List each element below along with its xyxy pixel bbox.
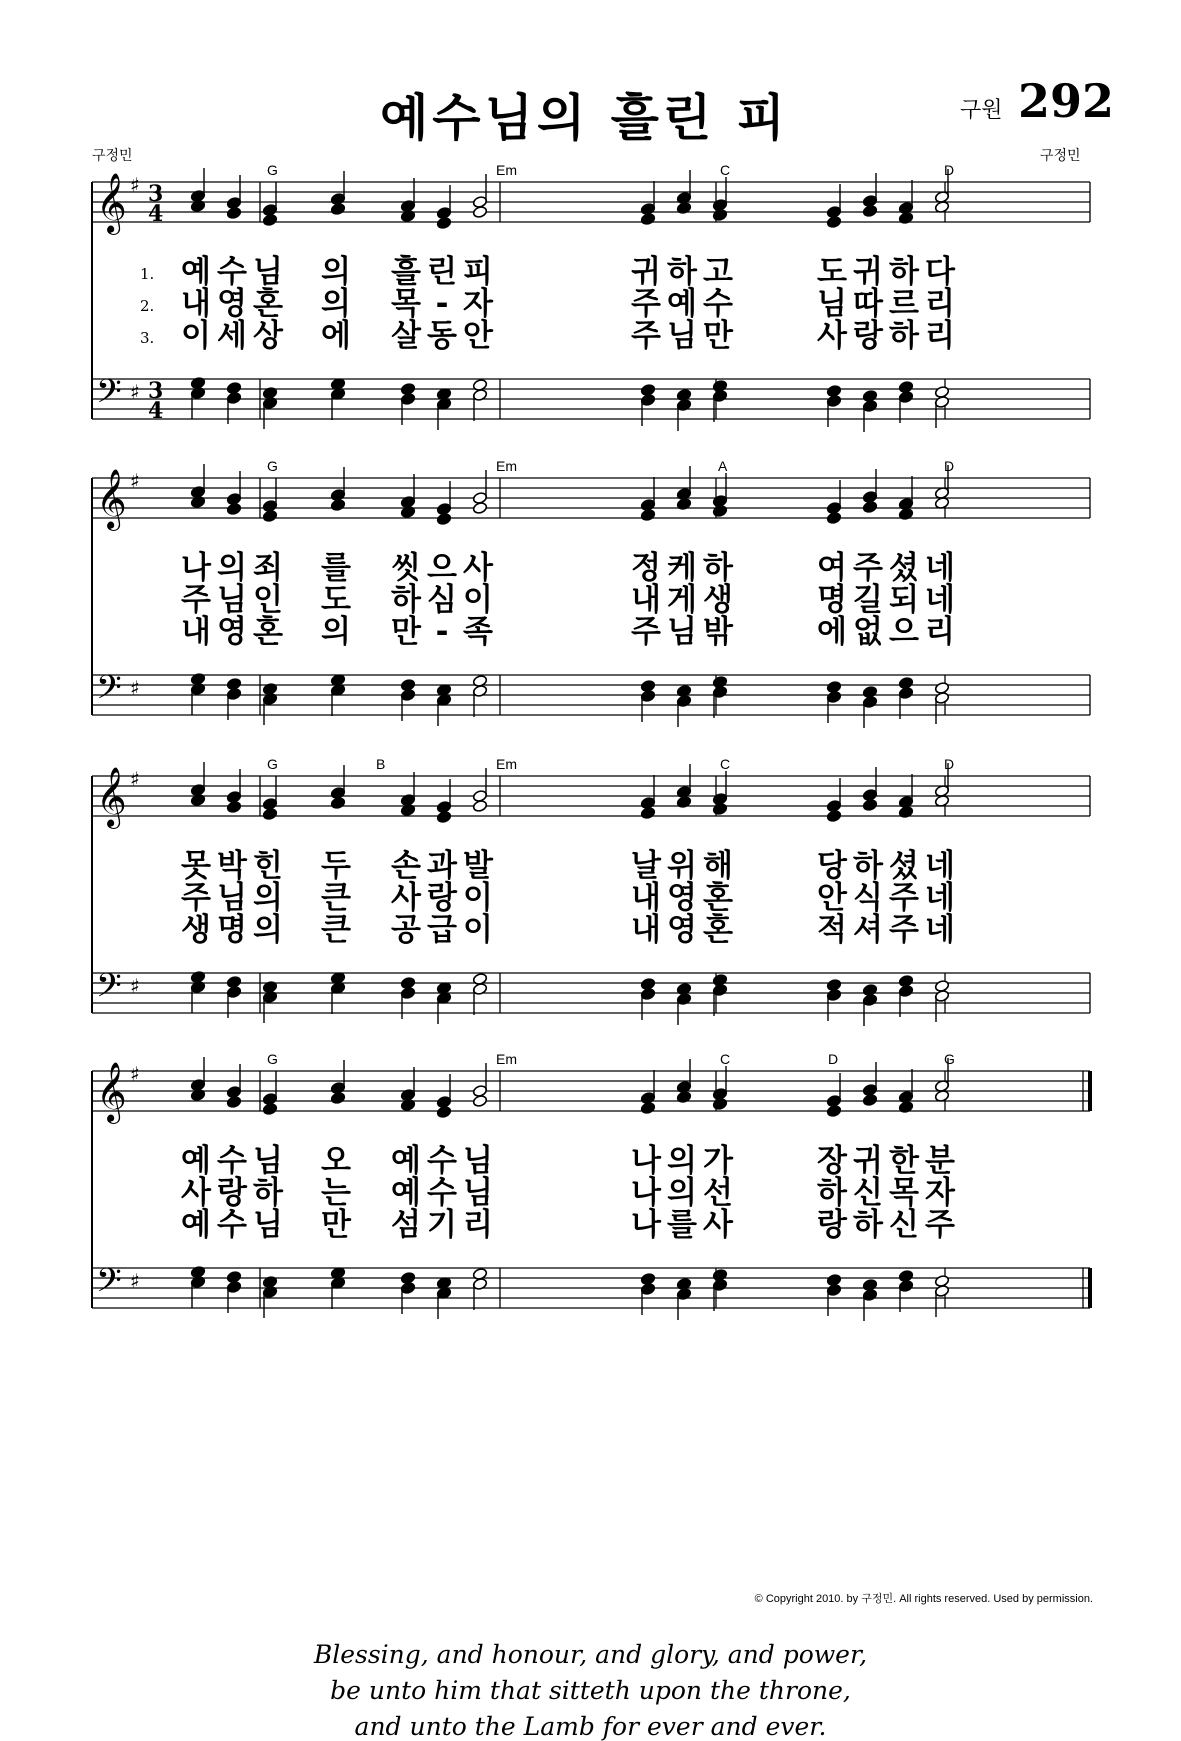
lyric-syllable: 님 xyxy=(463,1143,493,1179)
lyric-syllable: 밖 xyxy=(703,614,733,650)
lyric-syllable: 주 xyxy=(181,582,211,618)
treble-note xyxy=(226,206,241,219)
chord-symbol: B xyxy=(376,756,386,772)
chord-symbol: Em xyxy=(496,1051,517,1067)
lyric-syllable: 세 xyxy=(217,318,247,354)
lyric-syllable: 이 xyxy=(463,880,493,916)
lyric-syllable: 고 xyxy=(703,254,733,290)
lyric-syllable: 님 xyxy=(817,286,847,322)
treble-note xyxy=(472,205,487,218)
lyric-syllable: 의 xyxy=(667,1175,697,1211)
lyric-syllable: 하 xyxy=(667,254,697,290)
lyric-syllable: 안 xyxy=(463,318,493,354)
lyric-syllable: 명 xyxy=(217,912,247,948)
lyric-syllable: 이 xyxy=(181,318,211,354)
lyric-syllable: 되 xyxy=(889,582,919,618)
lyric-syllable: 목 xyxy=(391,286,421,322)
lyric-syllable: 흘 xyxy=(391,254,421,290)
lyric-syllable: 혼 xyxy=(703,912,733,948)
time-signature-bottom: 4 xyxy=(148,201,164,227)
treble-note xyxy=(712,504,727,517)
chord-symbol: C xyxy=(720,756,731,772)
lyric-syllable: 혼 xyxy=(253,286,283,322)
lyric-syllable: - xyxy=(435,614,449,650)
treble-note xyxy=(330,1091,345,1104)
lyric-syllable: 주 xyxy=(889,880,919,916)
lyric-syllable: 리 xyxy=(463,1207,493,1243)
lyric-syllable: 기 xyxy=(427,1207,457,1243)
lyric-syllable: 귀 xyxy=(853,254,883,290)
lyric-syllable: 혼 xyxy=(253,614,283,650)
time-signature-top: 3 xyxy=(148,181,164,207)
chord-symbol: G xyxy=(267,756,278,772)
lyric-syllable: 두 xyxy=(321,848,351,884)
lyric-syllable: 씻 xyxy=(391,550,421,586)
lyric-syllable: 날 xyxy=(631,848,661,884)
lyric-syllable: 자 xyxy=(463,286,493,322)
lyric-syllable: 하 xyxy=(253,1175,283,1211)
lyric-syllable: 동 xyxy=(427,318,457,354)
lyric-syllable: 내 xyxy=(631,582,661,618)
lyric-syllable: 위 xyxy=(667,848,697,884)
treble-note xyxy=(330,796,345,809)
lyric-syllable: 공 xyxy=(391,912,421,948)
lyric-syllable: 도 xyxy=(817,254,847,290)
treble-note xyxy=(826,511,841,524)
hymn-number: 292 xyxy=(1018,74,1115,128)
chord-symbol: D xyxy=(828,1051,839,1067)
lyric-syllable: 사 xyxy=(181,1175,211,1211)
lyric-syllable: 게 xyxy=(667,582,697,618)
lyric-syllable: 주 xyxy=(631,286,661,322)
treble-note xyxy=(472,1094,487,1107)
lyric-syllable: 박 xyxy=(217,848,247,884)
lyric-syllable: 귀 xyxy=(631,254,661,290)
lyric-syllable: 큰 xyxy=(321,912,351,948)
treble-note xyxy=(330,202,345,215)
chord-symbol: D xyxy=(944,756,955,772)
lyric-syllable: 발 xyxy=(463,848,493,884)
lyric-syllable: 하 xyxy=(889,254,919,290)
lyric-syllable: 적 xyxy=(817,912,847,948)
lyric-syllable: 주 xyxy=(631,318,661,354)
sharp-icon: ♯ xyxy=(130,1269,140,1293)
lyric-syllable: 님 xyxy=(253,1207,283,1243)
lyric-syllable: 의 xyxy=(253,912,283,948)
lyric-syllable: 네 xyxy=(925,912,955,948)
lyric-syllable: 가 xyxy=(703,1143,733,1179)
treble-note xyxy=(226,502,241,515)
chord-symbol: Em xyxy=(496,162,517,178)
lyric-syllable: 나 xyxy=(181,550,211,586)
chord-symbol: G xyxy=(267,458,278,474)
lyric-syllable: 심 xyxy=(427,582,457,618)
lyric-syllable: 영 xyxy=(217,286,247,322)
lyric-syllable: 주 xyxy=(925,1207,955,1243)
copyright-notice: © Copyright 2010. by 구정민. All rights reserved. Used by permission. xyxy=(754,1593,1093,1605)
lyric-syllable: 명 xyxy=(817,582,847,618)
lyric-syllable: 사 xyxy=(817,318,847,354)
lyric-syllable: 주 xyxy=(181,880,211,916)
lyric-syllable: 길 xyxy=(853,582,883,618)
lyric-syllable: 힌 xyxy=(253,848,283,884)
lyric-syllable: 예 xyxy=(391,1143,421,1179)
treble-note xyxy=(436,512,451,525)
treble-note xyxy=(712,208,727,221)
lyric-syllable: 생 xyxy=(703,582,733,618)
treble-note xyxy=(640,508,655,521)
lyric-syllable: 예 xyxy=(391,1175,421,1211)
lyric-syllable: 네 xyxy=(925,550,955,586)
treble-note xyxy=(640,1101,655,1114)
chord-symbol: Em xyxy=(496,458,517,474)
lyric-syllable: 님 xyxy=(253,1143,283,1179)
lyric-syllable: 셨 xyxy=(889,848,919,884)
lyric-syllable: 이 xyxy=(463,912,493,948)
lyric-syllable: 당 xyxy=(817,848,847,884)
lyric-syllable: 에 xyxy=(817,614,847,650)
lyric-syllable: 과 xyxy=(427,848,457,884)
sharp-icon: ♯ xyxy=(130,173,140,197)
sharp-icon: ♯ xyxy=(130,676,140,700)
lyric-syllable: 내 xyxy=(181,614,211,650)
lyric-syllable: 네 xyxy=(925,848,955,884)
verse-number: 1. xyxy=(140,265,155,283)
lyric-syllable: 님 xyxy=(667,614,697,650)
lyric-syllable: 하 xyxy=(853,848,883,884)
bass-clef-icon: 𝄢 xyxy=(96,669,122,715)
time-signature-bottom: 4 xyxy=(148,398,164,424)
lyric-syllable: 신 xyxy=(853,1175,883,1211)
chord-symbol: C xyxy=(720,1051,731,1067)
lyric-syllable: 리 xyxy=(925,614,955,650)
lyric-syllable: 내 xyxy=(631,880,661,916)
sharp-icon: ♯ xyxy=(130,974,140,998)
lyric-syllable: 안 xyxy=(817,880,847,916)
lyric-syllable: 선 xyxy=(703,1175,733,1211)
lyric-syllable: 만 xyxy=(703,318,733,354)
lyric-syllable: 사 xyxy=(391,880,421,916)
lyric-syllable: 인 xyxy=(253,582,283,618)
treble-note xyxy=(862,1093,877,1106)
verse-number: 3. xyxy=(140,329,155,347)
lyric-syllable: 내 xyxy=(181,286,211,322)
lyric-syllable: 이 xyxy=(463,582,493,618)
lyric-syllable: 다 xyxy=(925,254,955,290)
lyric-syllable: 큰 xyxy=(321,880,351,916)
lyric-syllable: 는 xyxy=(321,1175,351,1211)
lyric-syllable: 수 xyxy=(217,254,247,290)
lyric-syllable: 수 xyxy=(427,1175,457,1211)
treble-clef-icon: 𝄞 xyxy=(96,173,127,233)
sharp-icon: ♯ xyxy=(130,469,140,493)
treble-note xyxy=(640,806,655,819)
treble-note xyxy=(712,802,727,815)
lyric-syllable: 의 xyxy=(321,286,351,322)
lyric-syllable: 케 xyxy=(667,550,697,586)
lyric-syllable: 급 xyxy=(427,912,457,948)
hymn-category-label: 구원 xyxy=(960,98,1003,123)
lyric-syllable: 없 xyxy=(853,614,883,650)
lyric-syllable: 족 xyxy=(463,614,493,650)
treble-note xyxy=(472,501,487,514)
chord-symbol: A xyxy=(718,458,728,474)
lyric-syllable: 내 xyxy=(631,912,661,948)
lyric-syllable: 사 xyxy=(703,1207,733,1243)
lyric-syllable: 수 xyxy=(217,1143,247,1179)
lyric-syllable: 죄 xyxy=(253,550,283,586)
lyric-syllable: 못 xyxy=(181,848,211,884)
lyric-syllable: 정 xyxy=(631,550,661,586)
treble-clef-icon: 𝄞 xyxy=(96,469,127,529)
lyric-syllable: 님 xyxy=(217,880,247,916)
sharp-icon: ♯ xyxy=(130,1062,140,1086)
lyric-syllable: 랑 xyxy=(853,318,883,354)
treble-note xyxy=(436,810,451,823)
lyric-syllable: 님 xyxy=(667,318,697,354)
lyric-syllable: 장 xyxy=(817,1143,847,1179)
lyric-syllable: 영 xyxy=(667,880,697,916)
treble-note xyxy=(262,509,277,522)
lyric-syllable: 살 xyxy=(391,318,421,354)
lyric-syllable: 를 xyxy=(321,550,351,586)
lyric-syllable: - xyxy=(435,286,449,322)
treble-clef-icon: 𝄞 xyxy=(96,767,127,827)
lyricist-credit: 구정민 xyxy=(92,148,133,164)
lyric-syllable: 생 xyxy=(181,912,211,948)
lyric-syllable: 나 xyxy=(631,1143,661,1179)
lyric-syllable: 오 xyxy=(321,1143,351,1179)
lyric-syllable: 예 xyxy=(181,254,211,290)
lyric-syllable: 의 xyxy=(321,254,351,290)
lyric-syllable: 님 xyxy=(463,1175,493,1211)
time-signature-top: 3 xyxy=(148,378,164,404)
bass-clef-icon: 𝄢 xyxy=(96,1262,122,1308)
lyric-syllable: 리 xyxy=(925,286,955,322)
lyric-syllable: 님 xyxy=(217,582,247,618)
composer-credit: 구정민 xyxy=(1040,148,1081,164)
lyric-syllable: 린 xyxy=(427,254,457,290)
lyric-syllable: 랑 xyxy=(217,1175,247,1211)
treble-note xyxy=(436,216,451,229)
chord-symbol: D xyxy=(944,458,955,474)
lyric-syllable: 식 xyxy=(853,880,883,916)
treble-note xyxy=(226,800,241,813)
lyric-syllable: 영 xyxy=(667,912,697,948)
lyric-syllable: 의 xyxy=(217,550,247,586)
lyric-syllable: 만 xyxy=(321,1207,351,1243)
lyric-syllable: 사 xyxy=(463,550,493,586)
quote-line-1: Blessing, and honour, and glory, and power, xyxy=(313,1640,868,1669)
chord-symbol: D xyxy=(944,162,955,178)
lyric-syllable: 나 xyxy=(631,1175,661,1211)
chord-symbol: C xyxy=(720,162,731,178)
treble-note xyxy=(262,1102,277,1115)
treble-note xyxy=(826,809,841,822)
lyric-syllable: 만 xyxy=(391,614,421,650)
treble-note xyxy=(640,212,655,225)
lyric-syllable: 랑 xyxy=(817,1207,847,1243)
lyric-syllable: 의 xyxy=(667,1143,697,1179)
lyric-syllable: 하 xyxy=(391,582,421,618)
lyric-syllable: 주 xyxy=(631,614,661,650)
treble-note xyxy=(262,807,277,820)
lyric-syllable: 주 xyxy=(889,912,919,948)
lyric-syllable: 섬 xyxy=(391,1207,421,1243)
lyric-syllable: 신 xyxy=(889,1207,919,1243)
lyric-syllable: 상 xyxy=(253,318,283,354)
treble-note xyxy=(862,500,877,513)
lyric-syllable: 여 xyxy=(817,550,847,586)
lyric-syllable: 도 xyxy=(321,582,351,618)
lyric-syllable: 으 xyxy=(427,550,457,586)
lyric-syllable: 리 xyxy=(925,318,955,354)
chord-symbol: G xyxy=(267,162,278,178)
treble-note xyxy=(262,213,277,226)
hymn-title: 예수님의 흘린 피 xyxy=(380,89,789,147)
lyric-syllable: 예 xyxy=(181,1143,211,1179)
treble-note xyxy=(826,215,841,228)
lyric-syllable: 수 xyxy=(703,286,733,322)
lyric-syllable: 분 xyxy=(925,1143,955,1179)
quote-line-2: be unto him that sitteth upon the throne, xyxy=(330,1676,851,1705)
lyric-syllable: 손 xyxy=(391,848,421,884)
lyric-syllable: 혼 xyxy=(703,880,733,916)
lyric-syllable: 나 xyxy=(631,1207,661,1243)
lyric-syllable: 네 xyxy=(925,582,955,618)
lyric-syllable: 셨 xyxy=(889,550,919,586)
lyric-syllable: 귀 xyxy=(853,1143,883,1179)
lyric-syllable: 예 xyxy=(181,1207,211,1243)
lyric-syllable: 영 xyxy=(217,614,247,650)
treble-clef-icon: 𝄞 xyxy=(96,1062,127,1122)
lyric-syllable: 한 xyxy=(889,1143,919,1179)
lyric-syllable: 에 xyxy=(321,318,351,354)
lyric-syllable: 해 xyxy=(703,848,733,884)
lyric-syllable: 따 xyxy=(853,286,883,322)
treble-note xyxy=(330,498,345,511)
lyric-syllable: 피 xyxy=(463,254,493,290)
treble-note xyxy=(226,1095,241,1108)
lyric-syllable: 목 xyxy=(889,1175,919,1211)
lyric-syllable: 수 xyxy=(217,1207,247,1243)
lyric-syllable: 의 xyxy=(253,880,283,916)
lyric-syllable: 예 xyxy=(667,286,697,322)
treble-note xyxy=(862,204,877,217)
chord-symbol: Em xyxy=(496,756,517,772)
lyric-syllable: 르 xyxy=(889,286,919,322)
treble-note xyxy=(472,799,487,812)
lyric-syllable: 를 xyxy=(667,1207,697,1243)
lyric-syllable: 셔 xyxy=(853,912,883,948)
sharp-icon: ♯ xyxy=(130,767,140,791)
chord-symbol: G xyxy=(267,1051,278,1067)
lyric-syllable: 수 xyxy=(427,1143,457,1179)
quote-line-3: and unto the Lamb for ever and ever. xyxy=(354,1712,827,1741)
lyric-syllable: 으 xyxy=(889,614,919,650)
lyric-syllable: 님 xyxy=(253,254,283,290)
sharp-icon: ♯ xyxy=(130,380,140,404)
lyric-syllable: 하 xyxy=(853,1207,883,1243)
treble-note xyxy=(862,798,877,811)
treble-note xyxy=(712,1097,727,1110)
lyric-syllable: 의 xyxy=(321,614,351,650)
lyric-syllable: 하 xyxy=(703,550,733,586)
treble-note xyxy=(436,1105,451,1118)
lyric-syllable: 랑 xyxy=(427,880,457,916)
lyric-syllable: 네 xyxy=(925,880,955,916)
lyric-syllable: 하 xyxy=(889,318,919,354)
lyric-syllable: 하 xyxy=(817,1175,847,1211)
lyric-syllable: 자 xyxy=(925,1175,955,1211)
treble-note xyxy=(826,1104,841,1117)
verse-number: 2. xyxy=(140,297,155,315)
chord-symbol: G xyxy=(944,1051,955,1067)
bass-clef-icon: 𝄢 xyxy=(96,373,122,419)
bass-clef-icon: 𝄢 xyxy=(96,967,122,1013)
lyric-syllable: 주 xyxy=(853,550,883,586)
